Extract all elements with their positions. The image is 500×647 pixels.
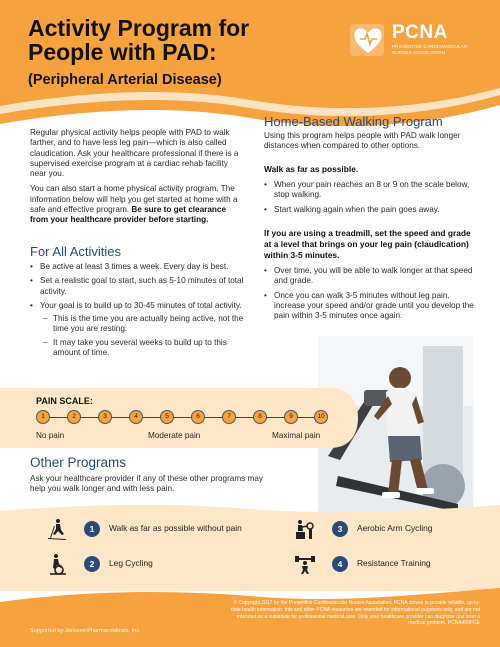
program-label: Aerobic Arm Cycling (357, 523, 433, 533)
walk-far-list (264, 180, 479, 219)
pain-scale-dot: 4 (129, 410, 143, 424)
program-label: Resistance Training (357, 558, 431, 568)
list-item: • Be active at least 3 times a week. Every day is best. (30, 262, 245, 272)
pain-label-moderate: Moderate pain (148, 431, 201, 440)
program-label: Leg Cycling (109, 558, 153, 568)
pain-scale-dot: 7 (222, 410, 236, 424)
treadmill-walker-icon (46, 518, 68, 540)
sub-list-item: – This is the time you are actually being active, not the time you are resting. (40, 314, 245, 335)
list-item: • When your pain reaches an 8 or 9 on the scale below, stop walking. (264, 180, 479, 201)
list-item: • Over time, you will be able to walk longer at that speed and grade. (264, 266, 479, 287)
program-number: 3 (332, 521, 348, 537)
treadmill-heading: If you are using a treadmill, set the speed and grade at a level that brings on your leg pain (claudication) within 3-5 minutes. (264, 228, 471, 260)
for-all-activities-list (30, 262, 245, 362)
intro-clearance-note: Be sure to get clearance from your healthcare provider before starting. (30, 205, 226, 225)
program-number: 2 (84, 556, 100, 572)
dumbbell-lifter-icon (294, 553, 316, 575)
list-item: • Set a realistic goal to start, such as 5-10 minutes of total activity. (30, 276, 245, 297)
other-programs-text: Ask your healthcare provider if any of these other programs may help you walk longer and with less pain. (30, 474, 263, 494)
pain-scale-line (43, 417, 321, 418)
sponsor-text: Supported by Janssen Pharmaceuticals, Inc. (30, 628, 141, 634)
home-based-heading: Home-Based Walking Program (264, 114, 443, 129)
logo-subtitle: PREVENTIVE CARDIOVASCULAR NURSES ASSOCIATION (392, 44, 468, 55)
sub-list-item: – It may take you several weeks to build up to this amount of time. (40, 338, 245, 359)
page-subtitle: (Peripheral Arterial Disease) (28, 72, 222, 88)
heart-logo-icon (348, 22, 388, 58)
pain-scale-dot: 10 (314, 410, 328, 424)
pain-scale-dot: 1 (36, 410, 50, 424)
intro-paragraph-1: Regular physical activity helps people with PAD to walk farther, and to have less leg pain—which is also called claudication. Ask your healthcare professional if there is a supervised exercise program at a cardiac rehab facility near you. (30, 128, 239, 179)
logo-name: PCNA (392, 22, 448, 43)
pain-scale-dot: 8 (253, 410, 267, 424)
pain-scale-dot: 9 (284, 410, 298, 424)
page-title: Activity Program for People with PAD: (28, 15, 250, 65)
walk-far-heading: Walk as far as possible. (264, 164, 359, 174)
pain-label-maximal: Maximal pain (272, 431, 321, 440)
program-number: 4 (332, 556, 348, 572)
intro-paragraph-2 (30, 184, 240, 225)
pcna-logo (348, 22, 478, 58)
list-item: • Once you can walk 3-5 minutes without leg pain, increase your speed and/or grade until you develop the pain within 3-5 minutes once again. (264, 291, 479, 322)
legal-text: © Copyright 2017 by the Preventive Cardiovascular Nurses Association. PCNA strives to provide reliable, up-to-date health information; this and other PCNA resources are intended for informational purposes only, and are not intended as a substitute for professional medical care. Only your healthcare provider can diagnose and treat a medical problem. PCNA450FCE (231, 600, 480, 627)
pain-label-none: No pain (36, 431, 65, 440)
treadmill-list (264, 266, 479, 325)
intro-paragraph-2-text: You can also start a home physical activity program. The information below will help you get started at home with a safe and effective program. (30, 184, 238, 215)
pain-scale-title: PAIN SCALE: (36, 396, 93, 406)
list-item-text: Your goal is to build up to 30-45 minutes of total activity. (40, 300, 242, 310)
program-label: Walk as far as possible without pain (109, 523, 242, 533)
pain-scale-dot: 6 (191, 410, 205, 424)
pain-scale-dot: 2 (67, 410, 81, 424)
pain-scale-dot: 3 (98, 410, 112, 424)
list-item (30, 301, 245, 358)
for-all-activities-heading: For All Activities (30, 244, 122, 259)
program-number: 1 (84, 521, 100, 537)
other-programs-heading: Other Programs (30, 455, 127, 470)
programs-background (0, 503, 500, 591)
home-based-intro: Using this program helps people with PAD walk longer distances when compared to other options. (264, 131, 461, 151)
intro-text (30, 128, 240, 231)
exercise-bike-icon (46, 553, 68, 575)
list-item: • Start walking again when the pain goes away. (264, 205, 479, 215)
pain-scale-dot: 5 (160, 410, 174, 424)
arm-ergometer-icon (294, 518, 316, 540)
